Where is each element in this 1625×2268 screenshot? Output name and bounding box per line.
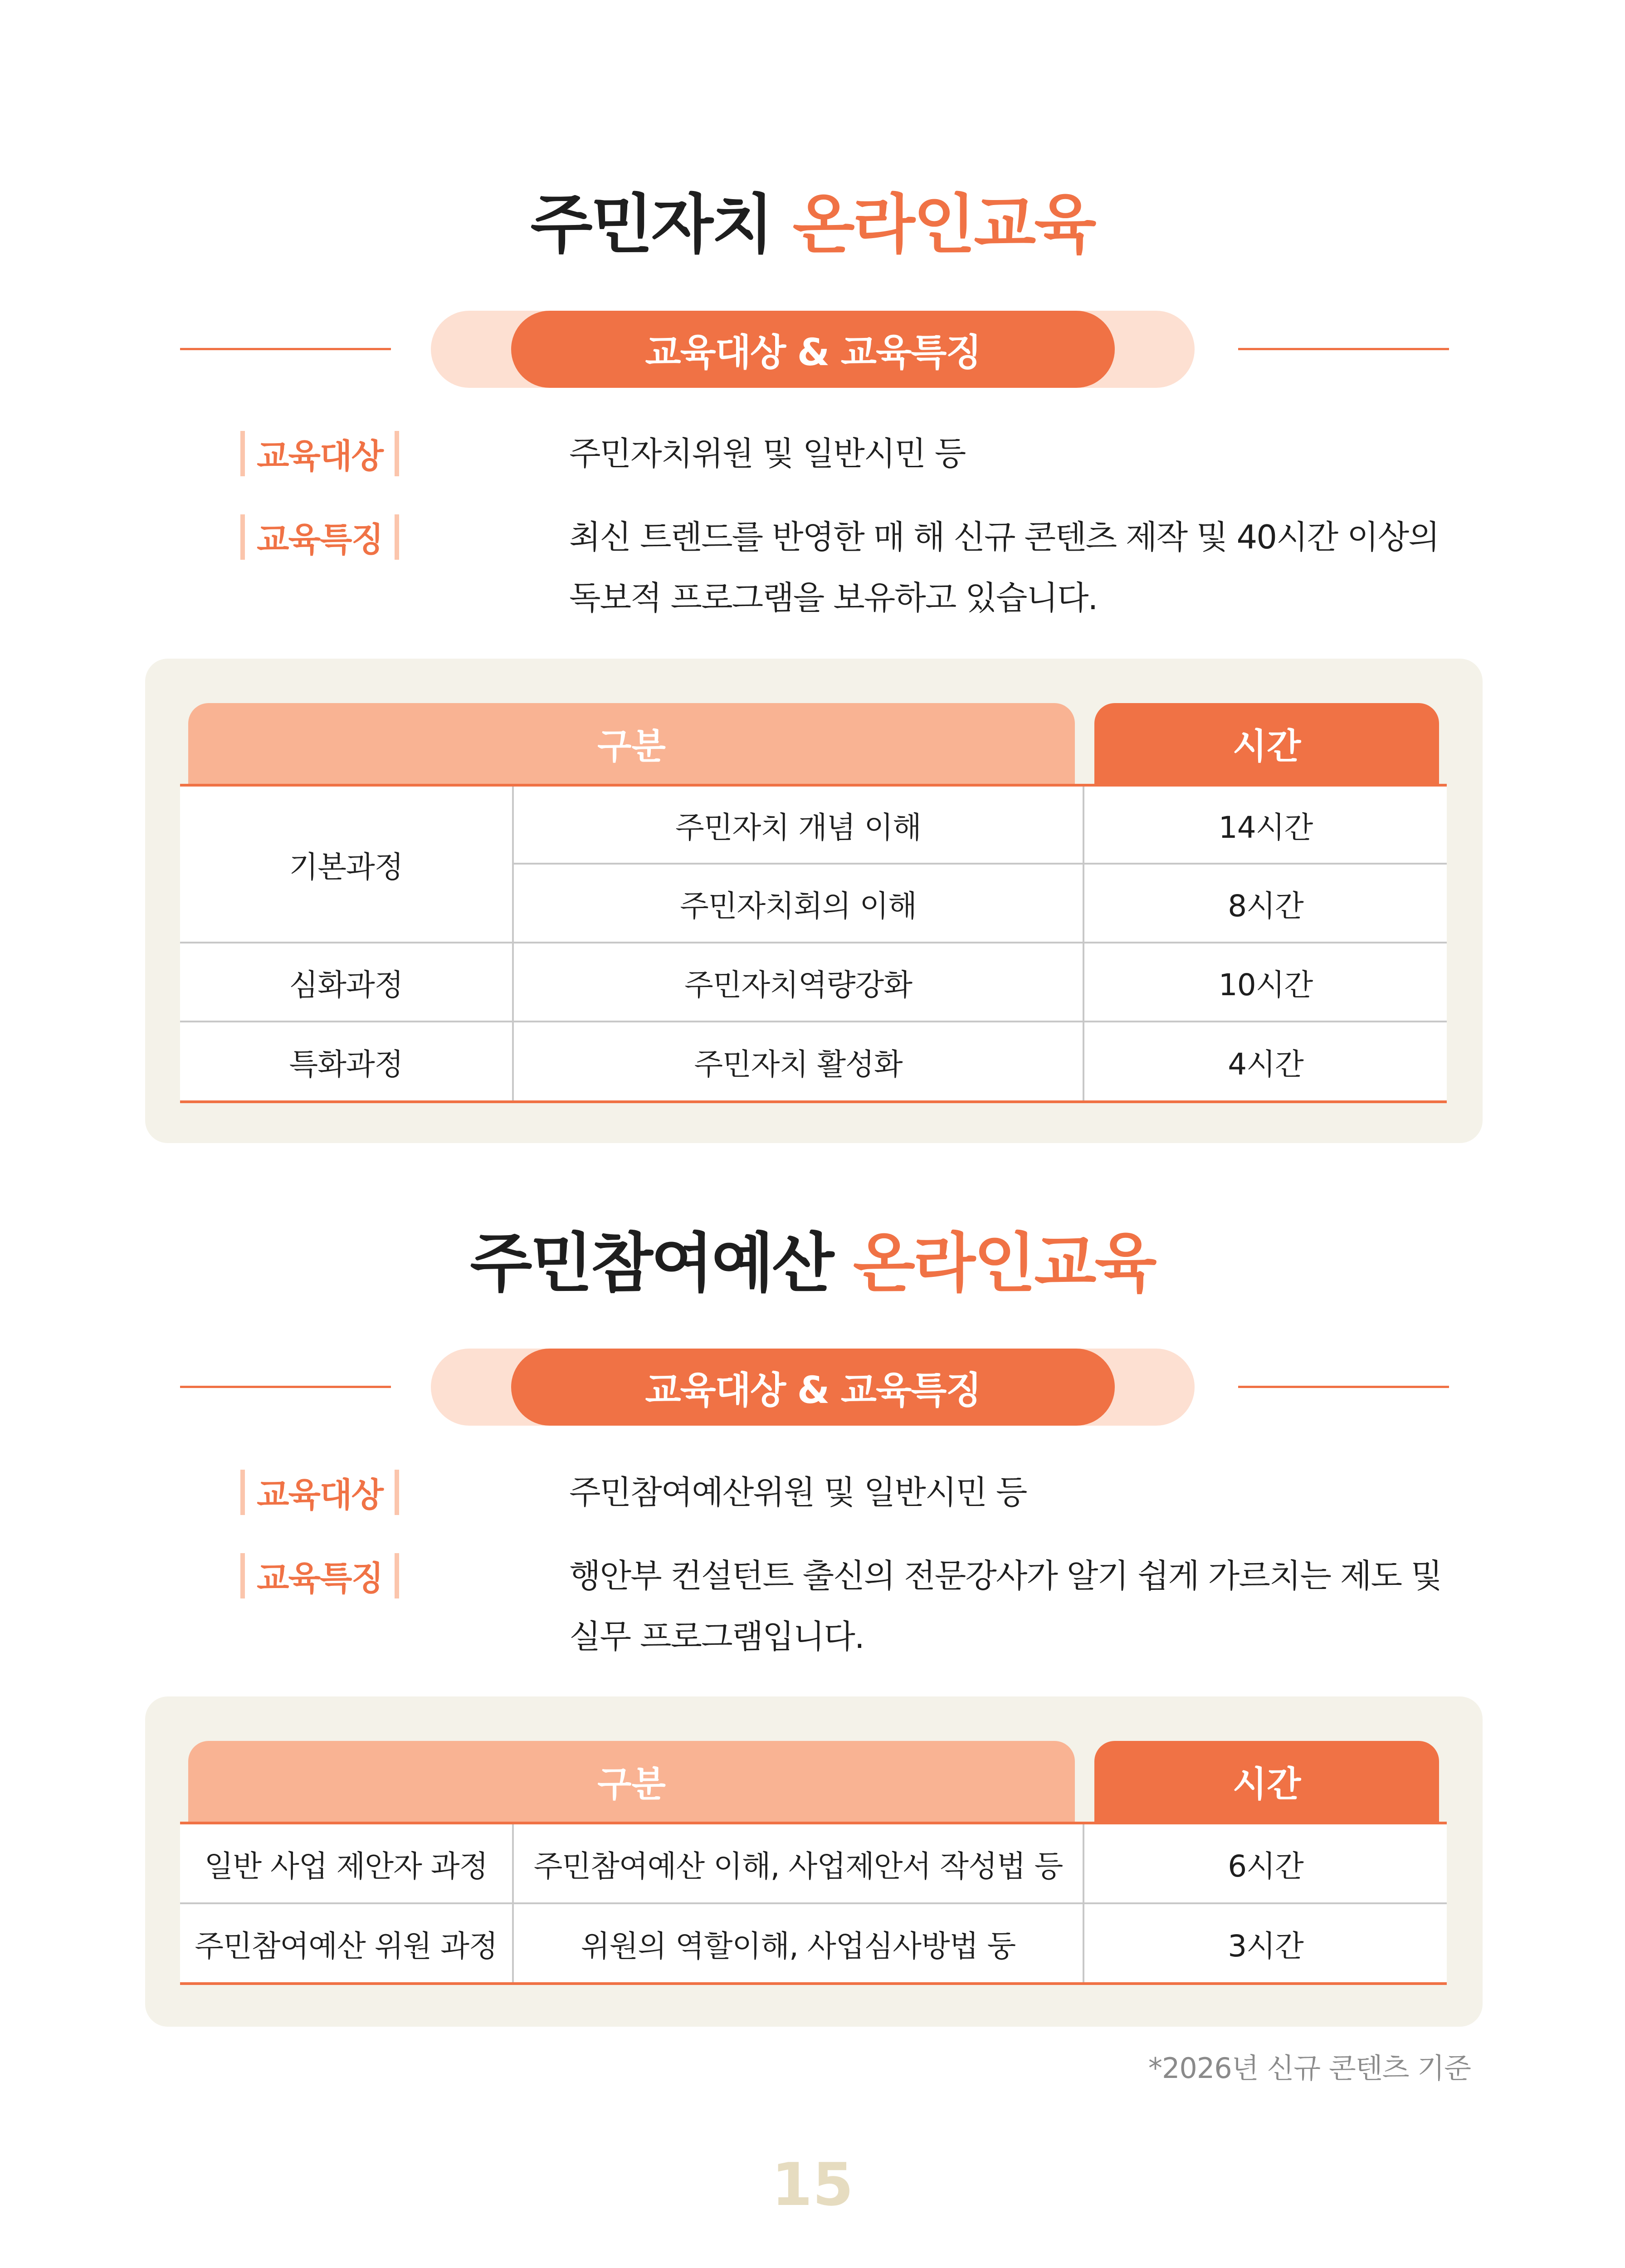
table-cell-group: 주민참여예산 위원 과정 [195, 1928, 498, 1964]
table-cell-course: 주민참여예산 이해, 사업제안서 작성법 등 [533, 1848, 1063, 1884]
feature-text-line2: 실무 프로그램입니다. [569, 1618, 864, 1656]
divider-left [180, 1386, 391, 1388]
target-label: 교육대상 [240, 431, 399, 476]
title-accent: 온라인교육 [853, 1226, 1155, 1301]
pill-heading: 교육대상 & 교육특징 [511, 1349, 1115, 1426]
label-bar-left [240, 431, 245, 476]
table-cell-hours: 8시간 [1228, 888, 1303, 924]
header-hours: 시간 [1094, 703, 1439, 784]
feature-text-line1: 행안부 컨설턴트 출신의 전문강사가 알기 쉽게 가르치는 제도 및 [569, 1557, 1442, 1595]
label-bar-right [395, 1553, 399, 1598]
feature-text-line1: 최신 트렌드를 반영한 매 해 신규 콘텐츠 제작 및 40시간 이상의 [569, 518, 1439, 556]
table-cell-hours: 10시간 [1218, 967, 1313, 1002]
target-text: 주민참여예산위원 및 일반시민 등 [569, 1473, 1027, 1511]
feature-label: 교육특징 [240, 514, 399, 560]
divider-right [1238, 348, 1449, 350]
table-cell-course: 주민자치회의 이해 [679, 888, 917, 924]
target-text: 주민자치위원 및 일반시민 등 [569, 435, 966, 473]
label-bar-left [240, 1553, 245, 1598]
page-number: 15 [771, 2150, 854, 2219]
label-bar-left [240, 514, 245, 560]
table-cell-group: 기본과정 [289, 849, 403, 885]
table-cell-course: 주민자치 활성화 [694, 1046, 903, 1082]
label-bar-right [395, 514, 399, 560]
title-accent: 온라인교육 [792, 187, 1095, 262]
header-hours: 시간 [1094, 1741, 1439, 1822]
table-bottom-line [180, 1100, 1447, 1103]
section-title [0, 1226, 1625, 1301]
table-cell-course: 주민자치역량강화 [684, 967, 913, 1002]
title-main: 주민참여예산 [470, 1226, 833, 1301]
footnote: *2026년 신규 콘텐츠 기준 [1148, 2052, 1471, 2085]
table-cell-group: 심화과정 [289, 967, 403, 1002]
table-cell-course: 주민자치 개념 이해 [675, 810, 921, 845]
table-cell-hours: 14시간 [1218, 810, 1313, 845]
pill-heading: 교육대상 & 교육특징 [511, 311, 1115, 388]
target-label: 교육대상 [240, 1470, 399, 1515]
feature-text-line2: 독보적 프로그램을 보유하고 있습니다. [569, 579, 1098, 617]
header-category: 구분 [188, 703, 1075, 784]
table-cell-hours: 3시간 [1228, 1928, 1303, 1964]
feature-label: 교육특징 [240, 1553, 399, 1598]
course-table [180, 1822, 1447, 1985]
table-bottom-line [180, 1982, 1447, 1985]
table-cell-group: 특화과정 [289, 1046, 403, 1082]
label-bar-right [395, 431, 399, 476]
header-category: 구분 [188, 1741, 1075, 1822]
label-bar-left [240, 1470, 245, 1515]
table-cell-course: 위원의 역할이해, 사업심사방법 둥 [581, 1928, 1016, 1964]
table-cell-group: 일반 사업 제안자 과정 [204, 1848, 488, 1884]
divider-left [180, 348, 391, 350]
table-cell-hours: 4시간 [1228, 1046, 1303, 1082]
table-cell-hours: 6시간 [1228, 1848, 1303, 1884]
course-table [180, 784, 1447, 1103]
divider-right [1238, 1386, 1449, 1388]
title-main: 주민자치 [530, 187, 772, 262]
section-title [0, 187, 1625, 262]
label-bar-right [395, 1470, 399, 1515]
